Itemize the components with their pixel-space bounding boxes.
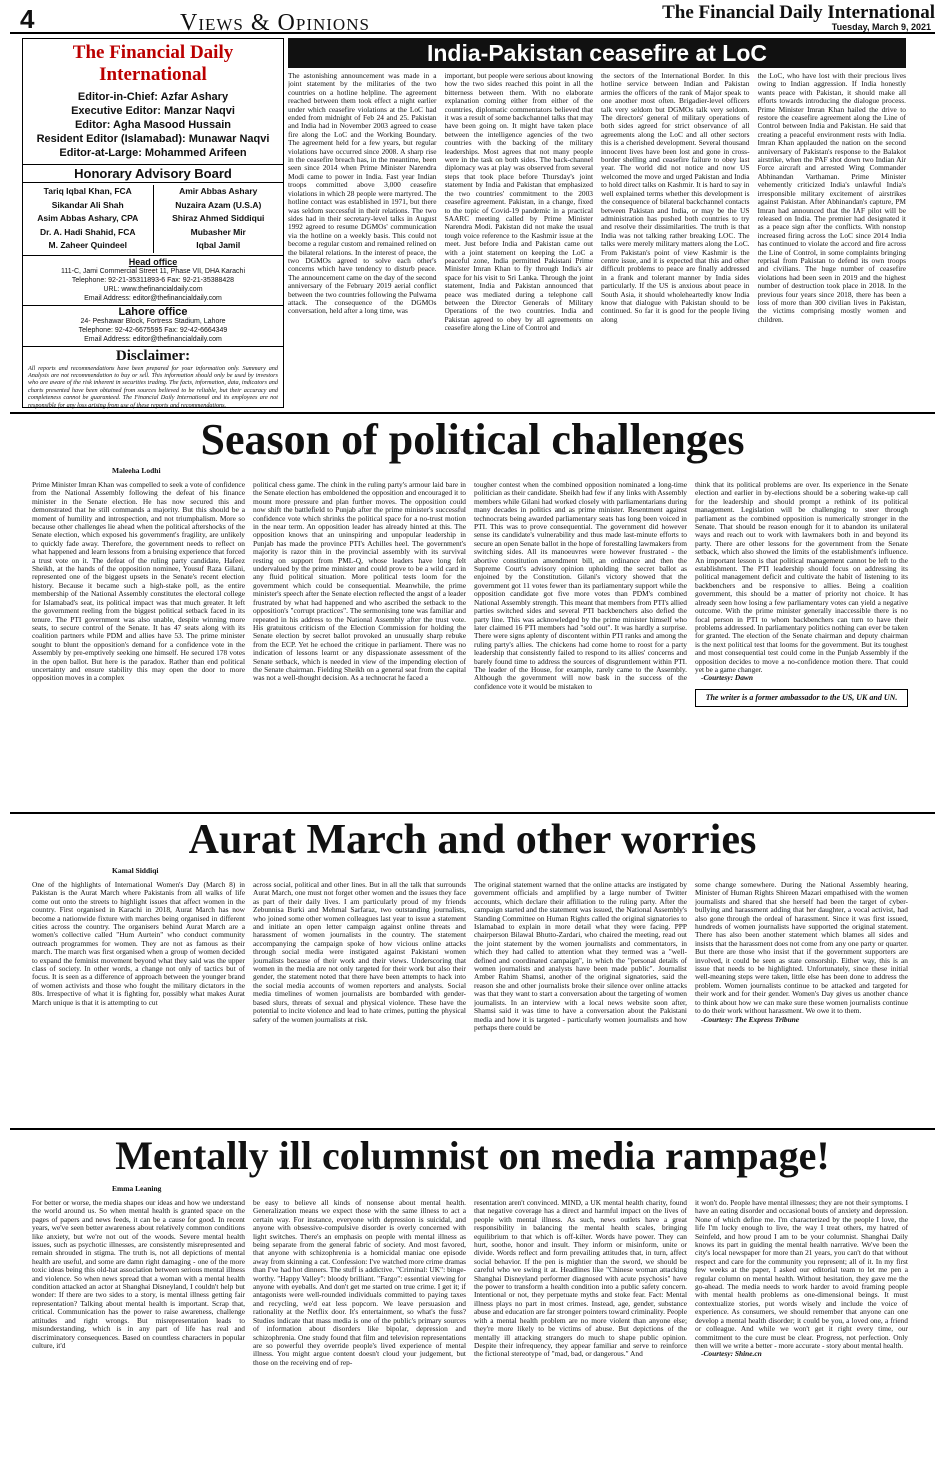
lead-editorial-title: India-Pakistan ceasefire at LoC bbox=[288, 38, 906, 68]
office-line: Telephone: 92-42-6675595 Fax: 92-42-6664349 bbox=[78, 326, 228, 334]
courtesy-line: -Courtesy: Shine.cn bbox=[701, 1349, 762, 1359]
issue-date: Tuesday, March 9, 2021 bbox=[831, 22, 931, 32]
column-text: Prime Minister Imran Khan was compelled to seek a vote of confidence from the National Assembly following the defeat of his finance minister in the Senate election. He has now secured this and demonstrated that he still commands a majority. But this should be a moment of humility and introspection, and not triumphalism. More so because other challenges lie ahead when the political aftershocks of the Senate election, which exposed his government's fragility, are unlikely to quickly fade away. Therefore, the government needs to reflect on what happened and learn lessons from a bruising experience that forced a trust vote on it. The defeat of the ruling party candidate, Hafeez Sheikh, at the hands of the opposition nominee, Yousuf Raza Gilani, represented one of the biggest upsets in the Senate's recent election history. Because it became such a high-stake poll, as the entire membership of the National Assembly constitutes the electoral college for Islamabad's seat, its political impact was that much greater. It left the government reeling from the biggest political setback faced in its tenure. The PTI government was also unable, despite winning more seats, to secure control of the Senate. It has 47 seats along with its coalition partners while PDM and allies have 53. The prime minister sought to blunt the opposition's demand for a confidence vote in the Assembly by pre-emptively seeking one himself. He secured 178 votes in the open ballot. But here is the paradox. Rather than end political uncertainty and ensure stability this may open the door to more opposition moves in a complex bbox=[32, 481, 245, 683]
column-text: the LoC, who have lost with their precious lives owing to Indian aggression. If India honestly wants peace with Pakistan, it should make all efforts towards introducing the dialogue process. Prime Minister Imran Khan hailed the drive to restore the ceasefire agreement along the Line of Control between India and Pakistan. He said that creating a peaceful environment rests with India. Imran Khan applauded the nation on the second anniversary of Pakistan's response to the Balakot airstrike, when the PAF shot down two Indian Air Force aircraft and arrested Wing Commander Abhinandan Varthaman. Prime Minister vehemently criticized India's unlawful India's irresponsible military excitement of airstrikes against Pakistan. After Abhinandan's capture, PM Imran had announced that the IAF pilot will be released on India. The premier had designated it as a peace sign after the conflicts. With nonstop increased firing across the LoC since 2014 India has continued to violate the accord and fire across the Line of Control, in some complaints bringing reprisal from Pakistan to defend its own troops and civilians. The huge number of ceasefire violations had been seen in 2019 and the highest number of destruction took place in 2018. In the previous four years since 2018, there has been a loss of more than 300 civilian lives in Pakistan, the victims comprising mostly women and children. bbox=[757, 72, 906, 324]
article-column bbox=[695, 1199, 908, 1467]
column-text: The original statement warned that the online attacks are instigated by government officials and amplified by a large number of Twitter accounts, which declare their affiliation to the ruling party. After the campaign started and the statement was issued, the National Assembly's Standing Committee on Human Rights called the original signatories to Islamabad to explain in more detail what they were facing. PPP chairperson Bilawal Bhutto-Zardari, who chaired the meeting, read out the joint statement by the women journalists and commentators, in which they had called to attention what they termed was a "well-defined and coordinated campaign", in which the "personal details of women journalists and analysts have been made public". Journalist Amber Rahim Shamsi, another of the original signatories, said the reason she and other journalists broke their silence over online attacks was that they want to start a conversation about the targeting of women journalists. In an interview with a local news website soon after, Shamsi said it was time to have a conversation about the Pakistani media and how it is targeted - particularly women journalists and how perhaps there could be bbox=[474, 881, 687, 1032]
column-text: across social, political and other lines. But in all the talk that surrounds Aurat March, one must not forget other women and the issues they face as part of their daily lives. I am particularly proud of my friends Zebunnisa Burki and Mehmal Sarfaraz, two outstanding journalists, who joined some other women colleagues last year to issue a statement and initiate an open letter campaign against online threats and harassment of women journalists in the country. The statement accompanying the campaign spoke of how vicious online attacks through social media were instigated against Pakistani women journalists because of their work and their views. Underscoring that women in the media are not only targeted for their work but also their gender, the statement noted that there have been attempts to hack into the social media accounts of women reporters and analysts. Social media timelines of women journalists are bombarded with gender-based slurs, threats of sexual and physical violence. These have the potential to incite violence and lead to hate crimes, putting the physical safety of the women journalists at risk. bbox=[253, 881, 466, 1024]
article-column bbox=[474, 1199, 687, 1467]
article-body bbox=[32, 866, 908, 1126]
advisory-board-right bbox=[153, 185, 284, 253]
editor-line: Editor: Agha Masood Hussain bbox=[74, 119, 232, 131]
board-member: M. Zaheer Quindeel bbox=[48, 240, 127, 250]
editor-line: Editor-at-Large: Mohammed Arifeen bbox=[59, 147, 247, 159]
advisory-board-left bbox=[23, 185, 153, 253]
page-number: 4 bbox=[20, 4, 35, 34]
byline: Emma Leaning bbox=[112, 1184, 162, 1193]
office-line: 111-C, Jami Commercial Street 11, Phase VII, DHA Karachi bbox=[60, 267, 245, 275]
article-column bbox=[32, 881, 245, 1127]
section-title: Views & Opinions bbox=[180, 10, 370, 36]
article-column bbox=[253, 1199, 466, 1467]
byline: Kamal Siddiqi bbox=[112, 866, 159, 875]
courtesy-line: -Courtesy: The Express Tribune bbox=[701, 1014, 800, 1024]
article-headline: Season of political challenges bbox=[200, 415, 745, 464]
advisory-board bbox=[23, 185, 283, 256]
article-column bbox=[758, 72, 907, 410]
board-member: Asim Abbas Ashary, CPA bbox=[37, 213, 139, 223]
article-column bbox=[695, 881, 908, 1127]
article-column bbox=[474, 481, 687, 806]
column-text: For better or worse, the media shapes our ideas and how we understand the world around us. So when mental health is granted space on the pages of papers and news feeds, it can be a cause for good. In recent years, we've seen better awareness about relatively common conditions like anxiety, but we're not out of the woods. Severe mental health issues, such as psychotic illnesses, are consistently misrepresented and remain shrouded in stigma. The truth is, not all depictions of mental health are useful, and some are damn right damaging - one of the more toxic ideas being this old-hat association between serious mental illness and violence. So when news spread that a woman with a mental health condition attacked an actor at Shanghai Disneyland, I couldn't help but wonder: If there are two sides to a story, is mental illness getting fair representation? Talking about mental health is important. Scrap that, critical. Communication has the power to raise awareness, challenge attitudes and right wrongs. But misrepresentation leads to misunderstanding, which is in any part of life has real and discriminatory consequences. Based on countless characters in popular culture, it'd bbox=[32, 1199, 245, 1350]
lahore-office bbox=[23, 306, 283, 347]
board-member: Shiraz Ahmed Siddiqui bbox=[172, 213, 265, 223]
editor-line: Executive Editor: Manzar Naqvi bbox=[71, 105, 235, 117]
byline: Maleeha Lodhi bbox=[112, 466, 161, 475]
courtesy-line: -Courtesy: Dawn bbox=[701, 673, 753, 683]
article-column bbox=[253, 481, 466, 806]
office-line: Email Address: editor@thefinancialdaily.com bbox=[84, 335, 222, 343]
article-headline: Mentally ill columnist on media rampage! bbox=[115, 1133, 830, 1178]
article-body bbox=[32, 1184, 908, 1466]
editor-line: Resident Editor (Islamabad): Munawar Naqvi bbox=[36, 133, 270, 145]
column-text: tougher contest when the combined opposition nominated a long-time politician as their candidate. Sheikh had few if any links with Assembly members while Gilani had worked closely with parliamentarians during many decades in politics and as prime minister. Resentment against technocrats being awarded parliamentary seats has long been voiced in PTI. This was to prove consequential. The government did however sense its candidate's vulnerability and thus made last-minute efforts to secure an open Senate ballot in the hope of forestalling lawmakers from switching sides. All its manoeuvres were however frustrated - the abortive constitution amendment bill, an ordinance and then the Supreme Court's advisory opinion upholding the secret ballot as enjoined by the Constitution. Gilani's victory showed that the government got 11 votes fewer than its parliamentary support while the opposition candidate got five more votes than PDM's combined National Assembly strength. This meant that members from PTI's allied parties switched sides and several PTI backbenchers also defied the party line. This was acknowledged by the prime minister himself who later claimed 16 PTI members had "sold out". It was hardly a surprise. There were signs aplenty of discontent within PTI ranks and among the ruling party's allies. The chickens had come home to roost for a party leadership that consistently failed to respond to its allies' concerns and barely found time to address the sources of disgruntlement within PTI. The leader of the House, for example, rarely came to the Assembly. Although the government will now bask in the success of the confidence vote it would be mistaken to bbox=[474, 481, 687, 691]
article-column bbox=[32, 481, 245, 806]
column-text: think that its political problems are over. Its experience in the Senate election and earlier in by-elections should be a sobering wake-up call for the leadership and should prompt a rethink of its political management. Legislation will be challenging to steer through parliament as the combined opposition is numerically stronger in the Senate. That should be reason enough for it to abandon its unilateral ways and reach out to work with lawmakers both in and beyond its party. There are other lessons for the government from the Senate setback, which also showed the limits of the establishment's influence. An important lesson is that political management cannot be left to the establishment. The PTI leadership should focus on addressing its political management deficit and cultivate the habit of listening to its backbenchers and be responsive to allies. Being a coalition government, this should be a matter of priority not choice. It has already seen how losing a few parliamentary votes can yield a negative outcome. With the prime minister generally inaccessible there is no focal person in PTI to whom backbenchers can turn to have their problems addressed. In parliamentary politics nothing can ever be taken for granted. The election of the Senate chairman and deputy chairman is the next political test that looms for the government. But its toughest and most consequential test could come in the Punjab Assembly if the opposition decides to move a no-confidence motion there. That could yet be a game changer. bbox=[695, 481, 908, 674]
board-member: Nuzaira Azam (U.S.A) bbox=[175, 199, 262, 210]
column-text: some change somewhere. During the National Assembly hearing, Minister of Human Rights Shireen Mazari empathised with the women journalists and shared that she herself had been the target of cyber-bullying and harassment adding that her daughter, a vocal activist, had also gone through the ordeal of harassment. Since it was first issued, hundreds of women journalists have supported the original statement. There has also been another statement which blames all sides and insists that the harassment does not come from any one party or quarter. But there are those who insist that if the government supporters are involved, it could be seen as state censorship. Either way, this is an issue that needs to be highlighted. Unfortunately, since these initial well-meaning steps were taken, little else has been done to address the problem. Women journalists continue to be attacked and targeted for their work and for their gender. Women's Day gives us another chance to think about how we can make sure these women journalists continue to do their work without harassment. We owe it to them. bbox=[695, 881, 908, 1016]
article-column bbox=[695, 481, 908, 806]
column-text: important, but people were serious about knowing how the two sides reached this point in all the bitterness between them. With no elaborate explanation coming either from either of the countries, diplomatic commentators believed that it was a result of some backchannel talks that may have been going on. It might have taken place between the intelligence agencies of the two countries with the backing of the military leaderships. Most agrees that not many people were in the task on both sides. The back-channel diplomacy was at play was observed from several steps that took place before Thursday's joint statement by India and Pakistan that emphasized the two countries' commitment to the 2003 ceasefire agreement. Pakistan, in a change, fixed to the topic of Covid-19 pandemic in a practical SAARC meeting called by Prime Minister Narendra Modi. Pakistan did not make the usual tough voice reference to the Kashmir issue at the meet. Just before India and Pakistan came out with a joint statement on keeping the LoC a peaceful zone, India permitted Pakistani Prime Minister Imran Khan to fly through India's air space for his visit to Sri Lanka. Through the joint statement, India and Pakistan announced that peace was mediated during a telephone call between the Director Generals of Military Operations of the two countries. India and Pakistan agreed to obey by all agreements on ceasefire along the Line of Control and bbox=[444, 72, 593, 333]
lahore-office-title: Lahore office bbox=[118, 305, 188, 318]
editor-line: Editor-in-Chief: Azfar Ashary bbox=[77, 91, 229, 103]
head-office bbox=[23, 256, 283, 306]
column-text: political chess game. The chink in the ruling party's armour laid bare in the Senate election has emboldened the opposition and encouraged it to mount more pressure and plan further moves. The opposition could now shift the battlefield to Punjab after the prime minister's successful confidence vote which shrinks the political space for a no-trust motion in the near term. An opposition leader has already hinted at this. The opposition knows that an uninspiring and unpopular leadership in Punjab has made the province PTI's Achilles heel. The government's majority is razor thin in the provincial assembly with its survival resting on support from PML-Q, whose leaders have long felt undervalued by the prime minister and could prove to be a wild card in any fluid political situation. More political tests loom for the government which could be consequential. Meanwhile, the prime minister's speech after the Senate election reflected the angst of a leader frustrated by what had happened and who ascribed the setback to the opposition's "corrupt practices". The sermonising tone was familiar and repeated in his address to the National Assembly after the trust vote. His gratuitous criticism of the Election Commission for holding the Senate election by secret ballot provoked an unusually sharp rebuke from the ECP. Yet he echoed the critique in parliament. There was no indication of lessons learnt or any dispassionate assessment of the Senate setback, which is needed in view of the impending election of the Senate chairman. Fielding Sheikh on a general seat from the capital was not a well-thought decision. As a technocrat he faced a bbox=[253, 481, 466, 683]
article-column bbox=[288, 72, 437, 410]
column-text: it won't do. People have mental illnesses; they are not their symptoms. I have an eating disorder and occasional bouts of anxiety and depression. None of which define me. I'm characterized by the people I love, the life I'm lucky enough to live, the way I treat others, my hatred of Seinfeld, and how proud I am to be your columnist. Shanghai Daily knows its part in guiding the mental health narrative. We've been the city's local newspaper for more than 21 years, you can't do that without respect and care for the community you represent; all of it. In my first few weeks at the paper, I asked our editorial team to let me pen a regular column on mental health. Without hesitation, they gave me the go-ahead. The media needs to work harder to avoid framing people with mental health problems as one-dimensional beings. It must contextualize stories, put words wisely and include the voice of experience. As consumers, we should remember that anyone can one develop a mental health disorder; it could be you, a loved one, a friend or colleague. And while we won't get it right every time, our commitment to the cure must be clear. Progress, not perfection. Only then will we write a better - more accurate - story about mental health. bbox=[695, 1199, 908, 1350]
lead-editorial-body bbox=[288, 72, 906, 410]
column-text: resentation aren't convinced. MIND, a UK mental health charity, found that negative coverage has a direct and harmful impact on the lives of people with mental illness. As such, news outlets have a great responsibility in balancing the mental health scales, bringing equilibrium to that which is off-kilter. Words have power. They can hurt, soothe, honor and insult. They inform or misinform, unite or divide. Words reflect and form prevailing attitudes that, in turn, affect social behavior. If the pen is mightier than the sword, we should be careful who we swing it at. Headlines like "Chinese woman attacking Shanghai Disneyland performer diagnosed with acute psychosis" have the power to transform a health condition into a public safety concern. Intentional or not, they perpetuate myths and stoke fear. Fact: Mental illness plays no part in most crimes. Instead, age, gender, substance abuse and education are far stronger pointers toward criminality. People with a mental health problem are no more violent than anyone else; they're more likely to be victims of abuse. But depictions of the mentally ill attacking strangers do much to shape public opinion. Despite their infrequency, they appear familiar and serve to reinforce the fictional stereotype of "mad, bad, or dangerous." And bbox=[474, 1199, 687, 1359]
masthead-box bbox=[22, 38, 284, 408]
editor-list bbox=[23, 90, 283, 160]
column-text: the sectors of the International Border. In this hotline service between Indian and Pakistan armies the officers of the rank of Major speak to one another most often. Brigadier-level officers talk very seldom but DGMOs talk very seldom. The directors' general of military operations of both sides agreed for strict observance of all agreements along the LoC and all other sectors this is a cherished development. Several thousand innocent lives have been lost and gone in cross-border shelling and ceasefire failure to obey last year. The world did not notice and now US welcomed the move and urged Pakistan and India to hold direct talks on Kashmir. It is hard to say in well explained terms whether this development is the consequence of bilateral backchannel contacts between Pakistan and India, or may be the US administration has pushed both countries to try and resolve their dissimilarities. The truth is that India was not talking rather breaking LOC. The talks were merely military matters along the LoC. From Pakistan's point of view Kashmir is the centre issue, and it is expected that this and other difficult problems to peace are finally addressed in a frank and tolerant manner by India sides particularly. If the US is anxious about peace in South Asia, it should wholeheartedly know India know that dialogue with Pakistan should to be continued. So far it is good for the people living along bbox=[601, 72, 750, 324]
board-member: Mubasher Mir bbox=[190, 226, 246, 237]
article-column bbox=[474, 881, 687, 1127]
board-member: Sikandar Ali Shah bbox=[51, 199, 124, 210]
board-member: Tariq Iqbal Khan, FCA bbox=[43, 186, 132, 196]
board-member: Dr. A. Hadi Shahid, FCA bbox=[39, 226, 136, 237]
paper-name: The Financial Daily International bbox=[662, 2, 935, 23]
column-text: The astonishing announcement was made in a joint statement by the militaries of the two countries on a hotline helpline. The agreement reached between them took effect a night earlier under which ceasefire violations at the LoC had ended from midnight of Feb 24 and 25. Pakistan and India had in November 2003 agreed to cease fire along the LoC and the Working Boundary. The agreement held for a few years, but regular violations have occurred since 2008. A sharp rise in the ceasefire breach has, in the meantime, been seen since 2014 when Prime Minister Narendra Modi came to power in India. Fast year Indian troops committed above 3,000 ceasefire violations in which 28 people were martyred. The hotline contact was established in 1971, but there was seldom successful in their relations. The two sides had in their secretary-level talks in August 1992 agreed to resume DGMOs' communication via the hotline on a weekly basis. This could not become a regular custom and remained relined on the bilateral relations. In the interest of peace, the two DGMOs agreed to solve each other's concerns which have tendency to disturb peace. The announcement came on the day of the second anniversary of the February 2019 aerial conflict between the two countries following the Pulwama attack. The consequence of the DGMOs conversation, held after a long time, was bbox=[288, 72, 437, 316]
column-text: be easy to believe all kinds of nonsense about mental health. Generalization means we expect those with the same illness to act a certain way. For instance, everyone with depression is suicidal, and anyone with obsessive-compulsive disorder is overly concerned with light switches. There's an emphasis on people with mental illness as being separate from the general fabric of society. And most favored, that anyone with schizophrenia is a homicidal maniac one episode away from skinning a cat. Confession: I've watched more crime dramas than I've had hot dinners. The stuff is addictive. "Criminal: UK": binge-worthy. "Happy Valley": bloody brilliant. "Fargo": essential viewing for anyone with eyeballs. And don't get me started on true crime. I get it; if antagonists were well-rounded individuals committed to paying taxes and recycling, we'd eat less popcorn. We leave persuasion and rationality at the Netflix door. It's entertainment, so what's the fuss? Studies indicate that mass media is one of the public's primary sources of information about disorders like bipolar, depression and schizophrenia. One study found that film and television representations are so powerful they override people's lived experience of mental illness. You might argue content doesn't cloud your judgement, but those on the receiving end of rep- bbox=[253, 1199, 466, 1367]
article-column bbox=[601, 72, 750, 410]
column-text: One of the highlights of International Women's Day (March 8) in Pakistan is the Aurat March where Pakistanis from all walks of life come out onto the streets to highlight issues that affect women in the country. First organised in Karachi in 2018, Aurat March has now become a nationwide fixture with marches being organised in different cities across the country. The organisers behind Aurat March are a women's collective called "Hum Aurtein" who conduct community outreach programmes for women. They are not as famous as their march. The march was first organised when a group of women decided to expand the feminist movement beyond what they said was the upper class of society. In other words, a change not only of tactics but of focus. It is seen as a difference of approach between the younger brand of women activists and those who fought the military dictators in the 80s. Irrespective of what it is fighting for, possibly what makes Aurat March unique is that it is attempting to cut bbox=[32, 881, 245, 1007]
article-headline: Aurat March and other worries bbox=[188, 817, 757, 863]
office-line: URL: www.thefinancialdaily.com bbox=[103, 285, 203, 293]
office-line: 24- Peshawar Block, Fortress Stadium, Lahore bbox=[80, 317, 226, 325]
advisory-board-title: Honorary Advisory Board bbox=[23, 164, 283, 183]
masthead-name: The Financial Daily International bbox=[72, 42, 234, 85]
article-column bbox=[253, 881, 466, 1127]
head-office-title: Head office bbox=[128, 256, 178, 267]
article-column bbox=[445, 72, 594, 410]
disclaimer-text: All reports and recommendations have been prepared for your information only. Summary and Analysis are not recommendation to buy or sell. This information should only be used by investors who are aware of the risk inherent in securities trading. The facts, information, data, indicators and charts presented have been obtained from sources believed to be reliable, but their accuracy and completeness cannot be guaranteed. The Financial Daily International and its employees are not responsible for any loss arising from use of these reports and recommendations. bbox=[28, 364, 278, 409]
board-member: Iqbal Jamil bbox=[196, 240, 241, 250]
office-line: Email Address: editor@thefinancialdaily.com bbox=[84, 294, 222, 302]
disclaimer-title: Disclaimer: bbox=[115, 347, 191, 364]
article-body bbox=[32, 466, 908, 808]
board-member: Amir Abbas Ashary bbox=[179, 186, 258, 196]
page-header bbox=[10, 4, 935, 34]
author-note: The writer is a former ambassador to the US, UK and UN. bbox=[695, 689, 908, 707]
office-line: Telephone: 92-21-35311893-6 Fax: 92-21-35388428 bbox=[71, 276, 235, 284]
article-column bbox=[32, 1199, 245, 1467]
